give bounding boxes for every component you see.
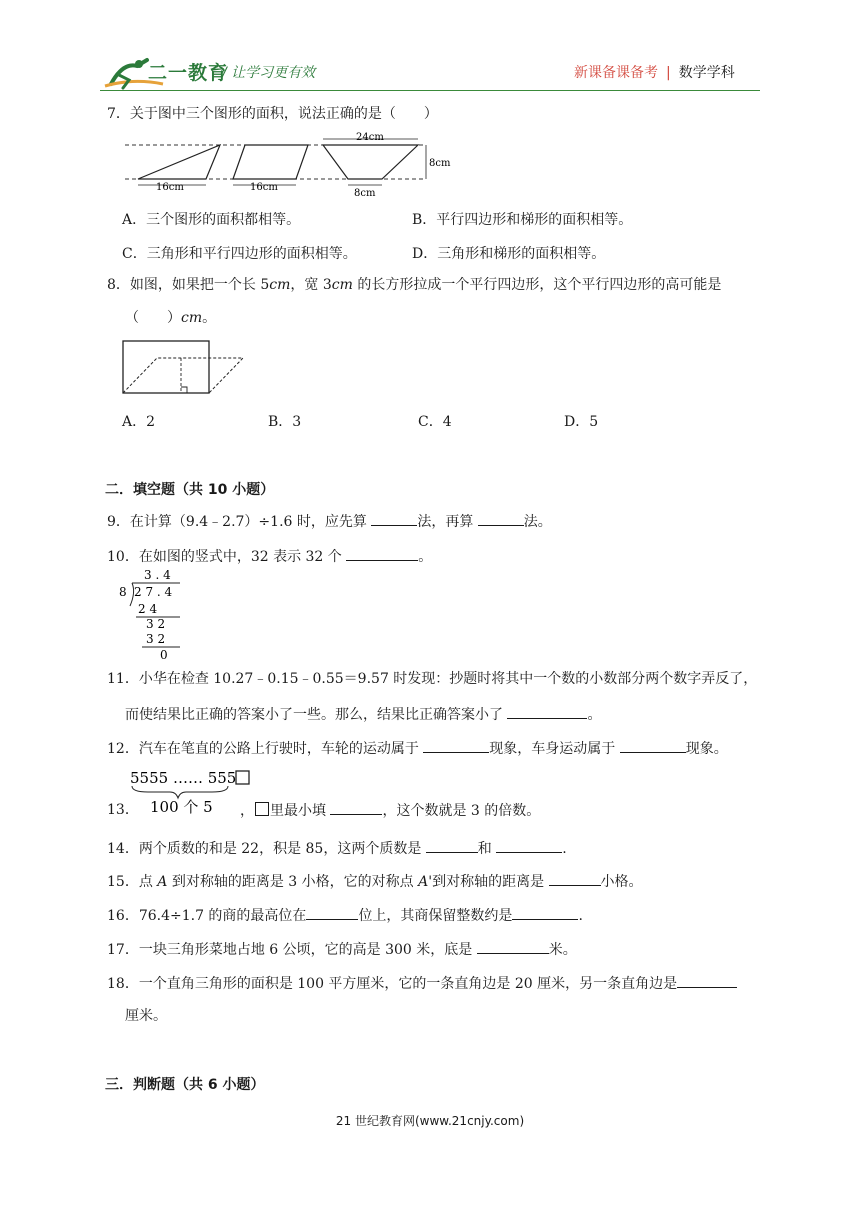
question-8-option-c: C．4: [418, 414, 452, 430]
division-dividend: 2 7 . 4: [134, 585, 173, 599]
q7-height-label: 8cm: [429, 158, 451, 169]
q10-blank[interactable]: [346, 546, 418, 561]
question-7-option-b: B．平行四边形和梯形的面积相等。: [412, 212, 633, 228]
q15-c: 到对称轴的距离是: [432, 874, 549, 890]
header-subject: 数学学科: [678, 65, 735, 81]
question-14: [107, 838, 567, 859]
q11-blank[interactable]: [507, 704, 587, 719]
question-13-number-figure: [128, 768, 258, 816]
q7-trap-top-label: 24cm: [356, 132, 384, 143]
q12-a: 12．汽车在笔直的公路上行驶时，车轮的运动属于: [107, 741, 424, 757]
q12-c: 现象。: [685, 741, 728, 757]
q12-blank-1[interactable]: [423, 738, 489, 753]
q8-unit-1: cm: [269, 277, 291, 293]
q17-b: 米。: [548, 942, 577, 958]
q12-b: 现象，车身运动属于: [489, 741, 620, 757]
question-8-option-b: B．3: [268, 414, 302, 430]
q14-blank-1[interactable]: [426, 838, 478, 853]
question-11-line2: [125, 704, 601, 725]
q18-blank[interactable]: [677, 973, 737, 988]
division-divisor: 8: [119, 585, 127, 599]
question-12: [107, 738, 728, 759]
question-17: [107, 939, 577, 960]
section-3-title: 三．判断题（共 6 小题）: [105, 1077, 265, 1093]
q10-b: 。: [418, 549, 433, 565]
q15-blank[interactable]: [549, 871, 601, 886]
q7-para-base-label: 16cm: [250, 182, 278, 193]
q15-d: 小格。: [600, 874, 643, 890]
q8-unit-2: cm: [331, 277, 353, 293]
question-7-figure: [120, 128, 460, 200]
q14-blank-2[interactable]: [496, 838, 562, 853]
question-7-option-c: C．三角形和平行四边形的面积相等。: [122, 246, 357, 262]
q16-b: 位上，其商保留整数约是: [358, 908, 513, 924]
header-right: [574, 62, 735, 82]
q16-a: 16．76.4÷1.7 的商的最高位在: [107, 908, 307, 924]
square-box-icon: [255, 802, 269, 816]
division-row-1: 2 4: [138, 602, 158, 616]
question-11-line1: 11．小华在检查 10.27﹣0.15﹣0.55＝9.57 时发现：抄题时将其中一个数的小数部分两个数字弄反了，: [107, 671, 758, 687]
q14-c: .: [562, 841, 567, 857]
header-slogan: / 让学习更有效: [222, 65, 316, 81]
section-2-title: 二．填空题（共 10 小题）: [105, 482, 275, 498]
q15-b: 到对称轴的距离是 3 小格，它的对称点: [167, 874, 419, 890]
question-7-text: 7．关于图中三个图形的面积，说法正确的是（ ）: [107, 106, 438, 122]
question-13-number: 13．: [107, 802, 139, 818]
q8-unit-3: cm: [181, 310, 203, 326]
q13-b: 里最小填: [270, 803, 331, 819]
q9-a: 9．在计算（9.4﹣2.7）÷1.6 时，应先算: [107, 514, 372, 530]
q18-line1: 18．一个直角三角形的面积是 100 平方厘米，它的一条直角边是 20 厘米，另一条直角边是: [107, 976, 678, 992]
header-rule: [100, 90, 760, 91]
q17-a: 17．一块三角形菜地占地 6 公顷，它的高是 300 米，底是: [107, 942, 477, 958]
q11-line2-a: 而使结果比正确的答案小了一些。那么，结果比正确答案小了: [125, 707, 508, 723]
q11-line2-b: 。: [587, 707, 602, 723]
question-8-line2: [125, 308, 216, 328]
q16-blank-1[interactable]: [306, 905, 358, 920]
question-7-option-d: D．三角形和梯形的面积相等。: [412, 246, 606, 262]
q15-a: 15．点: [107, 874, 158, 890]
question-8-option-d: D．5: [564, 414, 599, 430]
q8-part-a: 8．如图，如果把一个长 5: [107, 277, 270, 293]
division-row-4: 0: [160, 648, 168, 662]
q13-box-in-number: [236, 771, 249, 784]
question-8-text: [107, 275, 721, 295]
q13-a: ，: [240, 803, 254, 819]
logo-text: 二一教育: [148, 62, 229, 84]
q16-blank-2[interactable]: [512, 905, 578, 920]
q14-a: 14．两个质数的和是 22，积是 85，这两个质数是: [107, 841, 426, 857]
question-7-option-a: A．三个图形的面积都相等。: [122, 212, 301, 228]
question-10: [107, 546, 432, 567]
q8-part-c: 的长方形拉成一个平行四边形，这个平行四边形的高可能是: [352, 277, 722, 293]
question-18-line1: [107, 973, 737, 994]
question-18-line2: 厘米。: [125, 1008, 167, 1024]
q13-c: ，这个数就是 3 的倍数。: [382, 803, 541, 819]
question-8-figure: [120, 338, 250, 398]
division-row-3: 3 2: [146, 632, 166, 646]
header-separator: |: [666, 65, 671, 81]
q10-a: 10．在如图的竖式中，32 表示 32 个: [107, 549, 347, 565]
q9-b: 法，再算: [417, 514, 478, 530]
long-division-figure: [116, 566, 186, 662]
division-quotient: 3 . 4: [144, 568, 171, 582]
q17-blank[interactable]: [477, 939, 549, 954]
question-9: [107, 511, 552, 532]
q7-tri-base-label: 16cm: [156, 182, 184, 193]
q13-brace-label: 100 个 5: [150, 798, 213, 816]
page-footer: 21 世纪教育网(www.21cnjy.com): [335, 1114, 525, 1128]
q9-blank-1[interactable]: [371, 511, 417, 526]
q12-blank-2[interactable]: [620, 738, 686, 753]
q13-number: 5555 …… 555: [130, 769, 237, 787]
q9-c: 法。: [523, 514, 552, 530]
q15-point-a: A: [157, 874, 168, 890]
q9-blank-2[interactable]: [478, 511, 524, 526]
question-16: [107, 905, 583, 926]
q14-b: 和: [477, 841, 497, 857]
header-prefix: 新课备课备考: [574, 65, 658, 81]
q16-c: .: [578, 908, 583, 924]
question-15: [107, 871, 643, 892]
q8-line2-a: （ ）: [125, 310, 181, 326]
q13-blank[interactable]: [330, 800, 382, 815]
q8-part-b: ，宽 3: [290, 277, 332, 293]
division-row-2: 3 2: [146, 617, 166, 631]
q8-line2-b: 。: [202, 310, 217, 326]
q7-trap-bottom-label: 8cm: [354, 188, 376, 199]
question-8-option-a: A．2: [122, 414, 156, 430]
q15-point-a-prime: A': [418, 874, 433, 890]
question-13-text: [240, 800, 540, 821]
